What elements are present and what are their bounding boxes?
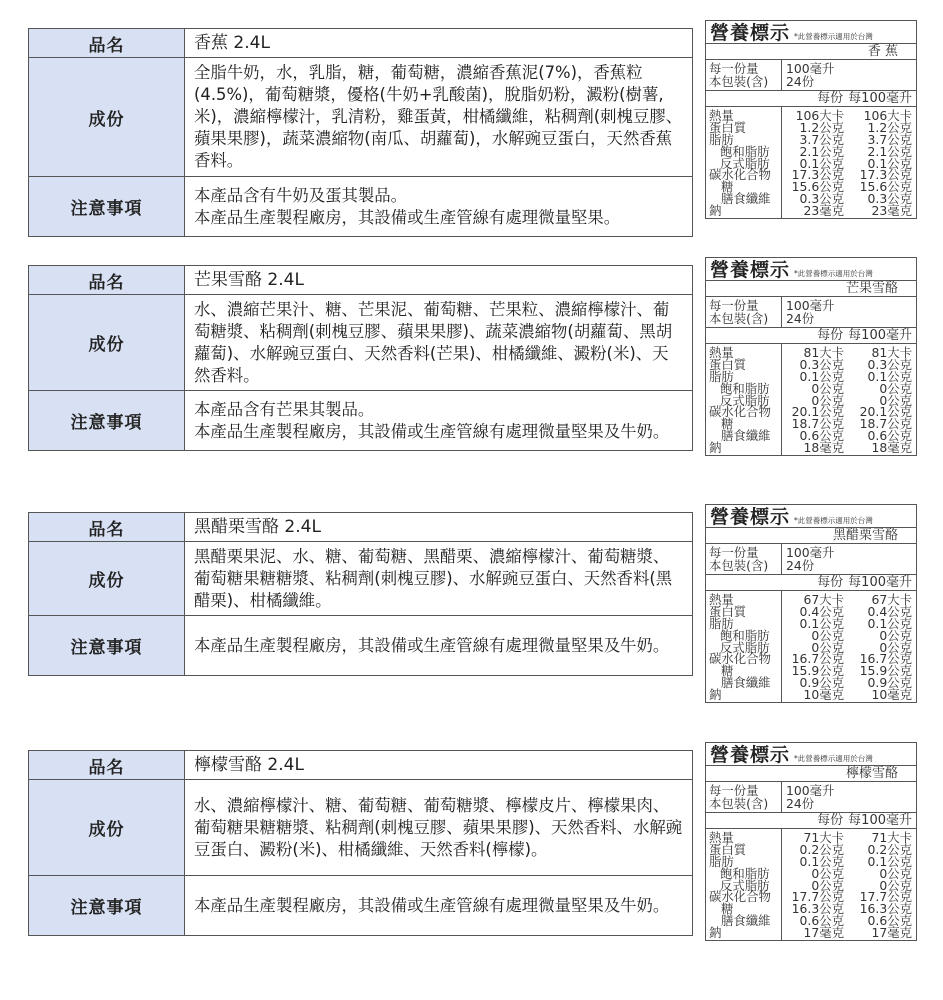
nutrition-facts-panel <box>705 20 917 219</box>
nutrient-per-100ml: 2.1公克 <box>867 143 912 159</box>
nutrient-label: 蛋白質 <box>709 841 747 857</box>
nutrient-per-serving: 1.2公克 <box>799 119 844 135</box>
nutrient-per-100ml: 16.7公克 <box>859 651 912 667</box>
nutrition-title: 營養標示 <box>710 259 791 281</box>
nutrient-per-100ml: 16.3公克 <box>859 901 912 917</box>
serving-size-label: 每一份量 <box>709 298 759 313</box>
nutrient-per-100ml: 0.2公克 <box>867 841 912 857</box>
nutrition-values <box>706 829 916 940</box>
nutrient-per-serving: 20.1公克 <box>791 404 844 420</box>
notice-row <box>29 391 693 451</box>
serving-info <box>706 544 916 575</box>
nutrient-label: 反式脂肪 <box>720 392 770 408</box>
product-info-table <box>28 750 693 936</box>
nutrient-per-100ml: 81大卡 <box>871 345 912 360</box>
nutrient-per-serving: 0.2公克 <box>799 841 844 857</box>
per-serving-header: 每份 <box>817 91 844 106</box>
nutrient-per-100ml: 0公克 <box>879 627 912 643</box>
ingredients-text: 黑醋栗果泥、水、糖、葡萄糖、黑醋栗、濃縮檸檬汁、葡萄糖漿、葡萄糖果糖糖漿、粘稠劑(刺槐豆膠)、水解豌豆蛋白、天然香料(黑醋栗)、柑橘纖維。 <box>185 542 693 616</box>
nutrient-per-100ml: 17.3公克 <box>859 167 912 183</box>
ingredients-text: 水、濃縮芒果汁、糖、芒果泥、葡萄糖、芒果粒、濃縮檸檬汁、葡萄糖漿、粘稠劑(刺槐豆膠、蘋果果膠)、蔬菜濃縮物(胡蘿蔔、黑胡蘿蔔)、水解豌豆蛋白、天然香料(芒果)、柑橘纖維、澱粉(米)、天然香料。 <box>185 295 693 391</box>
notice-row <box>29 616 693 676</box>
nutrient-per-serving: 0公克 <box>811 392 844 408</box>
nutrition-note: *此營養標示適用於台灣 <box>794 516 873 525</box>
nutrient-label: 碳水化合物 <box>709 167 771 183</box>
nutrient-per-100ml: 106大卡 <box>863 108 912 123</box>
serving-size-value: 100毫升 <box>786 298 835 313</box>
nutrient-per-serving: 106大卡 <box>795 108 844 123</box>
nutrition-note: *此營養標示適用於台灣 <box>794 754 873 763</box>
ingredients-label: 成份 <box>29 58 185 177</box>
servings-value: 24份 <box>786 796 815 811</box>
nutrient-per-100ml: 17.7公克 <box>859 889 912 905</box>
nutrient-per-serving: 17.3公克 <box>791 167 844 183</box>
nutrient-per-100ml: 10毫克 <box>871 687 912 703</box>
ingredients-text: 全脂牛奶，水，乳脂，糖，葡萄糖，濃縮香蕉泥(7%)，香蕉粒(4.5%)，葡萄糖漿，優格(牛奶+乳酸菌)，脫脂奶粉，澱粉(樹薯,米)，濃縮檸檬汁，乳清粉，雞蛋黃，柑橘纖維，粘稠劑(刺槐豆膠、蘋果果膠)，蔬菜濃縮物(南瓜、胡蘿蔔)，水解豌豆蛋白，天然香蕉香料。 <box>185 58 693 177</box>
nutrition-title: 營養標示 <box>710 506 791 528</box>
servings-label: 本包裝(含) <box>709 74 769 89</box>
product-info-table <box>28 512 693 676</box>
nutrition-product-name: 黑醋栗雪酪 <box>706 528 916 544</box>
serving-size-label: 每一份量 <box>709 61 759 76</box>
notice-label: 注意事項 <box>29 177 185 237</box>
nutrient-per-100ml: 17毫克 <box>871 925 912 941</box>
nutrient-label: 糖 <box>721 663 734 679</box>
name-label: 品名 <box>29 266 185 295</box>
nutrient-label: 膳食纖維 <box>721 428 771 444</box>
nutrient-label: 鈉 <box>709 203 722 219</box>
nutrient-per-serving: 16.3公克 <box>791 901 844 917</box>
nutrient-label: 碳水化合物 <box>709 404 771 420</box>
name-row <box>29 29 693 58</box>
serving-size-value: 100毫升 <box>786 545 835 560</box>
nutrient-per-serving: 0.3公克 <box>799 356 844 372</box>
nutrient-per-serving: 67大卡 <box>803 592 844 607</box>
nutrition-column-headers <box>706 575 916 591</box>
nutrient-label: 膳食纖維 <box>721 913 771 929</box>
nutrient-label: 反式脂肪 <box>720 155 770 171</box>
nutrient-per-100ml: 0公克 <box>879 877 912 893</box>
notice-row <box>29 876 693 936</box>
nutrient-per-100ml: 67大卡 <box>871 592 912 607</box>
nutrient-label: 熱量 <box>709 108 734 123</box>
ingredients-row <box>29 295 693 391</box>
nutrient-per-100ml: 0.3公克 <box>867 191 912 207</box>
per-serving-header: 每份 <box>817 575 844 590</box>
nutrient-label: 熱量 <box>709 830 734 845</box>
nutrient-per-100ml: 71大卡 <box>871 830 912 845</box>
serving-info <box>706 782 916 813</box>
nutrition-title: 營養標示 <box>710 22 791 44</box>
nutrient-per-100ml: 3.7公克 <box>867 131 912 147</box>
ingredients-text: 水、濃縮檸檬汁、糖、葡萄糖、葡萄糖漿、檸檬皮片、檸檬果肉、葡萄糖果糖糖漿、粘稠劑(刺槐豆膠、蘋果果膠)、天然香料、水解豌豆蛋白、澱粉(米)、柑橘纖維、天然香料(檸檬)。 <box>185 780 693 876</box>
nutrient-per-serving: 0.1公克 <box>799 853 844 869</box>
product-name: 黑醋栗雪酪 2.4L <box>185 513 693 542</box>
nutrient-per-100ml: 0公克 <box>879 392 912 408</box>
servings-value: 24份 <box>786 74 815 89</box>
nutrient-label: 鈉 <box>709 687 722 703</box>
nutrient-per-100ml: 18毫克 <box>871 440 912 456</box>
notice-row <box>29 177 693 237</box>
nutrient-per-100ml: 18.7公克 <box>859 416 912 432</box>
product-name: 檸檬雪酪 2.4L <box>185 751 693 780</box>
notice-text: 本產品生產製程廠房，其設備或生產管線有處理微量堅果及牛奶。 <box>185 876 693 936</box>
nutrient-label: 鈉 <box>709 440 722 456</box>
notice-text: 本產品含有牛奶及蛋其製品。 本產品生產製程廠房，其設備或生產管線有處理微量堅果。 <box>185 177 693 237</box>
nutrient-label: 膳食纖維 <box>721 675 771 691</box>
nutrient-label: 飽和脂肪 <box>720 143 770 159</box>
nutrient-per-100ml: 15.9公克 <box>859 663 912 679</box>
name-label: 品名 <box>29 751 185 780</box>
name-row <box>29 751 693 780</box>
nutrient-per-100ml: 15.6公克 <box>859 179 912 195</box>
servings-label: 本包裝(含) <box>709 558 769 573</box>
product-name: 香蕉 2.4L <box>185 29 693 58</box>
nutrition-values <box>706 344 916 455</box>
nutrient-label: 飽和脂肪 <box>720 627 770 643</box>
nutrition-product-name: 香 蕉 <box>706 44 916 60</box>
serving-size-value: 100毫升 <box>786 783 835 798</box>
serving-size-label: 每一份量 <box>709 783 759 798</box>
ingredients-row <box>29 542 693 616</box>
nutrient-label: 脂肪 <box>709 131 734 147</box>
nutrient-per-serving: 17.7公克 <box>791 889 844 905</box>
product-info-table <box>28 265 693 451</box>
nutrient-per-serving: 0公克 <box>811 865 844 881</box>
ingredients-label: 成份 <box>29 780 185 876</box>
nutrient-per-serving: 0.9公克 <box>799 675 844 691</box>
nutrient-per-100ml: 0公克 <box>879 639 912 655</box>
per-serving-header: 每份 <box>817 813 844 828</box>
nutrient-per-serving: 2.1公克 <box>799 143 844 159</box>
nutrient-label: 飽和脂肪 <box>720 865 770 881</box>
nutrient-per-100ml: 0.6公克 <box>867 913 912 929</box>
nutrition-header <box>706 258 916 281</box>
nutrient-label: 脂肪 <box>709 615 734 631</box>
serving-size-value: 100毫升 <box>786 61 835 76</box>
nutrient-per-serving: 23毫克 <box>803 203 844 219</box>
servings-label: 本包裝(含) <box>709 796 769 811</box>
nutrient-label: 蛋白質 <box>709 603 747 619</box>
nutrient-per-serving: 0.1公克 <box>799 615 844 631</box>
notice-label: 注意事項 <box>29 876 185 936</box>
servings-label: 本包裝(含) <box>709 311 769 326</box>
nutrient-per-serving: 81大卡 <box>803 345 844 360</box>
ingredients-row <box>29 58 693 177</box>
notice-label: 注意事項 <box>29 391 185 451</box>
nutrition-note: *此營養標示適用於台灣 <box>794 269 873 278</box>
nutrient-per-100ml: 0.1公克 <box>867 853 912 869</box>
servings-value: 24份 <box>786 311 815 326</box>
nutrient-label: 蛋白質 <box>709 356 747 372</box>
nutrient-label: 脂肪 <box>709 853 734 869</box>
notice-text: 本產品含有芒果其製品。 本產品生產製程廠房，其設備或生產管線有處理微量堅果及牛奶。 <box>185 391 693 451</box>
nutrient-label: 熱量 <box>709 345 734 360</box>
serving-size-label: 每一份量 <box>709 545 759 560</box>
nutrient-per-serving: 3.7公克 <box>799 131 844 147</box>
nutrient-label: 脂肪 <box>709 368 734 384</box>
ingredients-label: 成份 <box>29 542 185 616</box>
nutrient-per-serving: 0.6公克 <box>799 428 844 444</box>
nutrient-per-serving: 0公克 <box>811 627 844 643</box>
nutrient-per-serving: 15.6公克 <box>791 179 844 195</box>
nutrient-per-serving: 18.7公克 <box>791 416 844 432</box>
nutrient-per-serving: 0公克 <box>811 877 844 893</box>
nutrient-per-serving: 0公克 <box>811 380 844 396</box>
nutrition-title: 營養標示 <box>710 744 791 766</box>
name-label: 品名 <box>29 513 185 542</box>
nutrient-label: 蛋白質 <box>709 119 747 135</box>
nutrient-per-serving: 0.6公克 <box>799 913 844 929</box>
nutrient-label: 膳食纖維 <box>721 191 771 207</box>
nutrient-label: 糖 <box>721 416 734 432</box>
nutrient-per-100ml: 0.9公克 <box>867 675 912 691</box>
nutrient-per-serving: 10毫克 <box>803 687 844 703</box>
nutrient-label: 糖 <box>721 179 734 195</box>
nutrition-header <box>706 21 916 44</box>
per-serving-header: 每份 <box>817 328 844 343</box>
name-row <box>29 513 693 542</box>
nutrient-per-serving: 0.3公克 <box>799 191 844 207</box>
per-100ml-header: 每100毫升 <box>848 91 912 106</box>
nutrition-facts-panel <box>705 257 917 456</box>
nutrient-per-100ml: 1.2公克 <box>867 119 912 135</box>
nutrient-per-100ml: 0.3公克 <box>867 356 912 372</box>
nutrition-product-name: 檸檬雪酪 <box>706 766 916 782</box>
nutrient-label: 碳水化合物 <box>709 889 771 905</box>
nutrient-per-serving: 16.7公克 <box>791 651 844 667</box>
serving-info <box>706 60 916 91</box>
nutrient-per-100ml: 0.1公克 <box>867 615 912 631</box>
product-info-table <box>28 28 693 237</box>
nutrient-per-serving: 0.1公克 <box>799 155 844 171</box>
name-label: 品名 <box>29 29 185 58</box>
nutrient-per-100ml: 20.1公克 <box>859 404 912 420</box>
nutrient-per-100ml: 0.6公克 <box>867 428 912 444</box>
nutrient-per-serving: 18毫克 <box>803 440 844 456</box>
nutrition-column-headers <box>706 328 916 344</box>
nutrient-per-100ml: 23毫克 <box>871 203 912 219</box>
nutrient-per-100ml: 0.4公克 <box>867 603 912 619</box>
per-100ml-header: 每100毫升 <box>848 813 912 828</box>
nutrient-per-serving: 0.1公克 <box>799 368 844 384</box>
nutrient-label: 反式脂肪 <box>720 877 770 893</box>
nutrient-label: 熱量 <box>709 592 734 607</box>
nutrition-values <box>706 107 916 218</box>
product-name: 芒果雪酪 2.4L <box>185 266 693 295</box>
nutrient-label: 反式脂肪 <box>720 639 770 655</box>
nutrition-product-name: 芒果雪酪 <box>706 281 916 297</box>
nutrition-facts-panel <box>705 742 917 941</box>
nutrient-per-100ml: 0公克 <box>879 865 912 881</box>
servings-value: 24份 <box>786 558 815 573</box>
nutrient-per-serving: 15.9公克 <box>791 663 844 679</box>
nutrient-per-100ml: 0公克 <box>879 380 912 396</box>
nutrition-header <box>706 505 916 528</box>
nutrient-per-serving: 0.4公克 <box>799 603 844 619</box>
nutrient-per-serving: 0公克 <box>811 639 844 655</box>
nutrition-header <box>706 743 916 766</box>
per-100ml-header: 每100毫升 <box>848 575 912 590</box>
serving-info <box>706 297 916 328</box>
notice-label: 注意事項 <box>29 616 185 676</box>
nutrition-values <box>706 591 916 702</box>
nutrient-per-serving: 71大卡 <box>803 830 844 845</box>
nutrient-per-100ml: 0.1公克 <box>867 155 912 171</box>
name-row <box>29 266 693 295</box>
notice-text: 本產品生產製程廠房，其設備或生產管線有處理微量堅果及牛奶。 <box>185 616 693 676</box>
ingredients-row <box>29 780 693 876</box>
per-100ml-header: 每100毫升 <box>848 328 912 343</box>
ingredients-label: 成份 <box>29 295 185 391</box>
nutrition-note: *此營養標示適用於台灣 <box>794 32 873 41</box>
nutrition-facts-panel <box>705 504 917 703</box>
nutrient-per-100ml: 0.1公克 <box>867 368 912 384</box>
nutrient-label: 飽和脂肪 <box>720 380 770 396</box>
nutrient-label: 鈉 <box>709 925 722 941</box>
nutrient-per-serving: 17毫克 <box>803 925 844 941</box>
nutrition-column-headers <box>706 813 916 829</box>
nutrient-label: 碳水化合物 <box>709 651 771 667</box>
nutrition-column-headers <box>706 91 916 107</box>
nutrient-label: 糖 <box>721 901 734 917</box>
